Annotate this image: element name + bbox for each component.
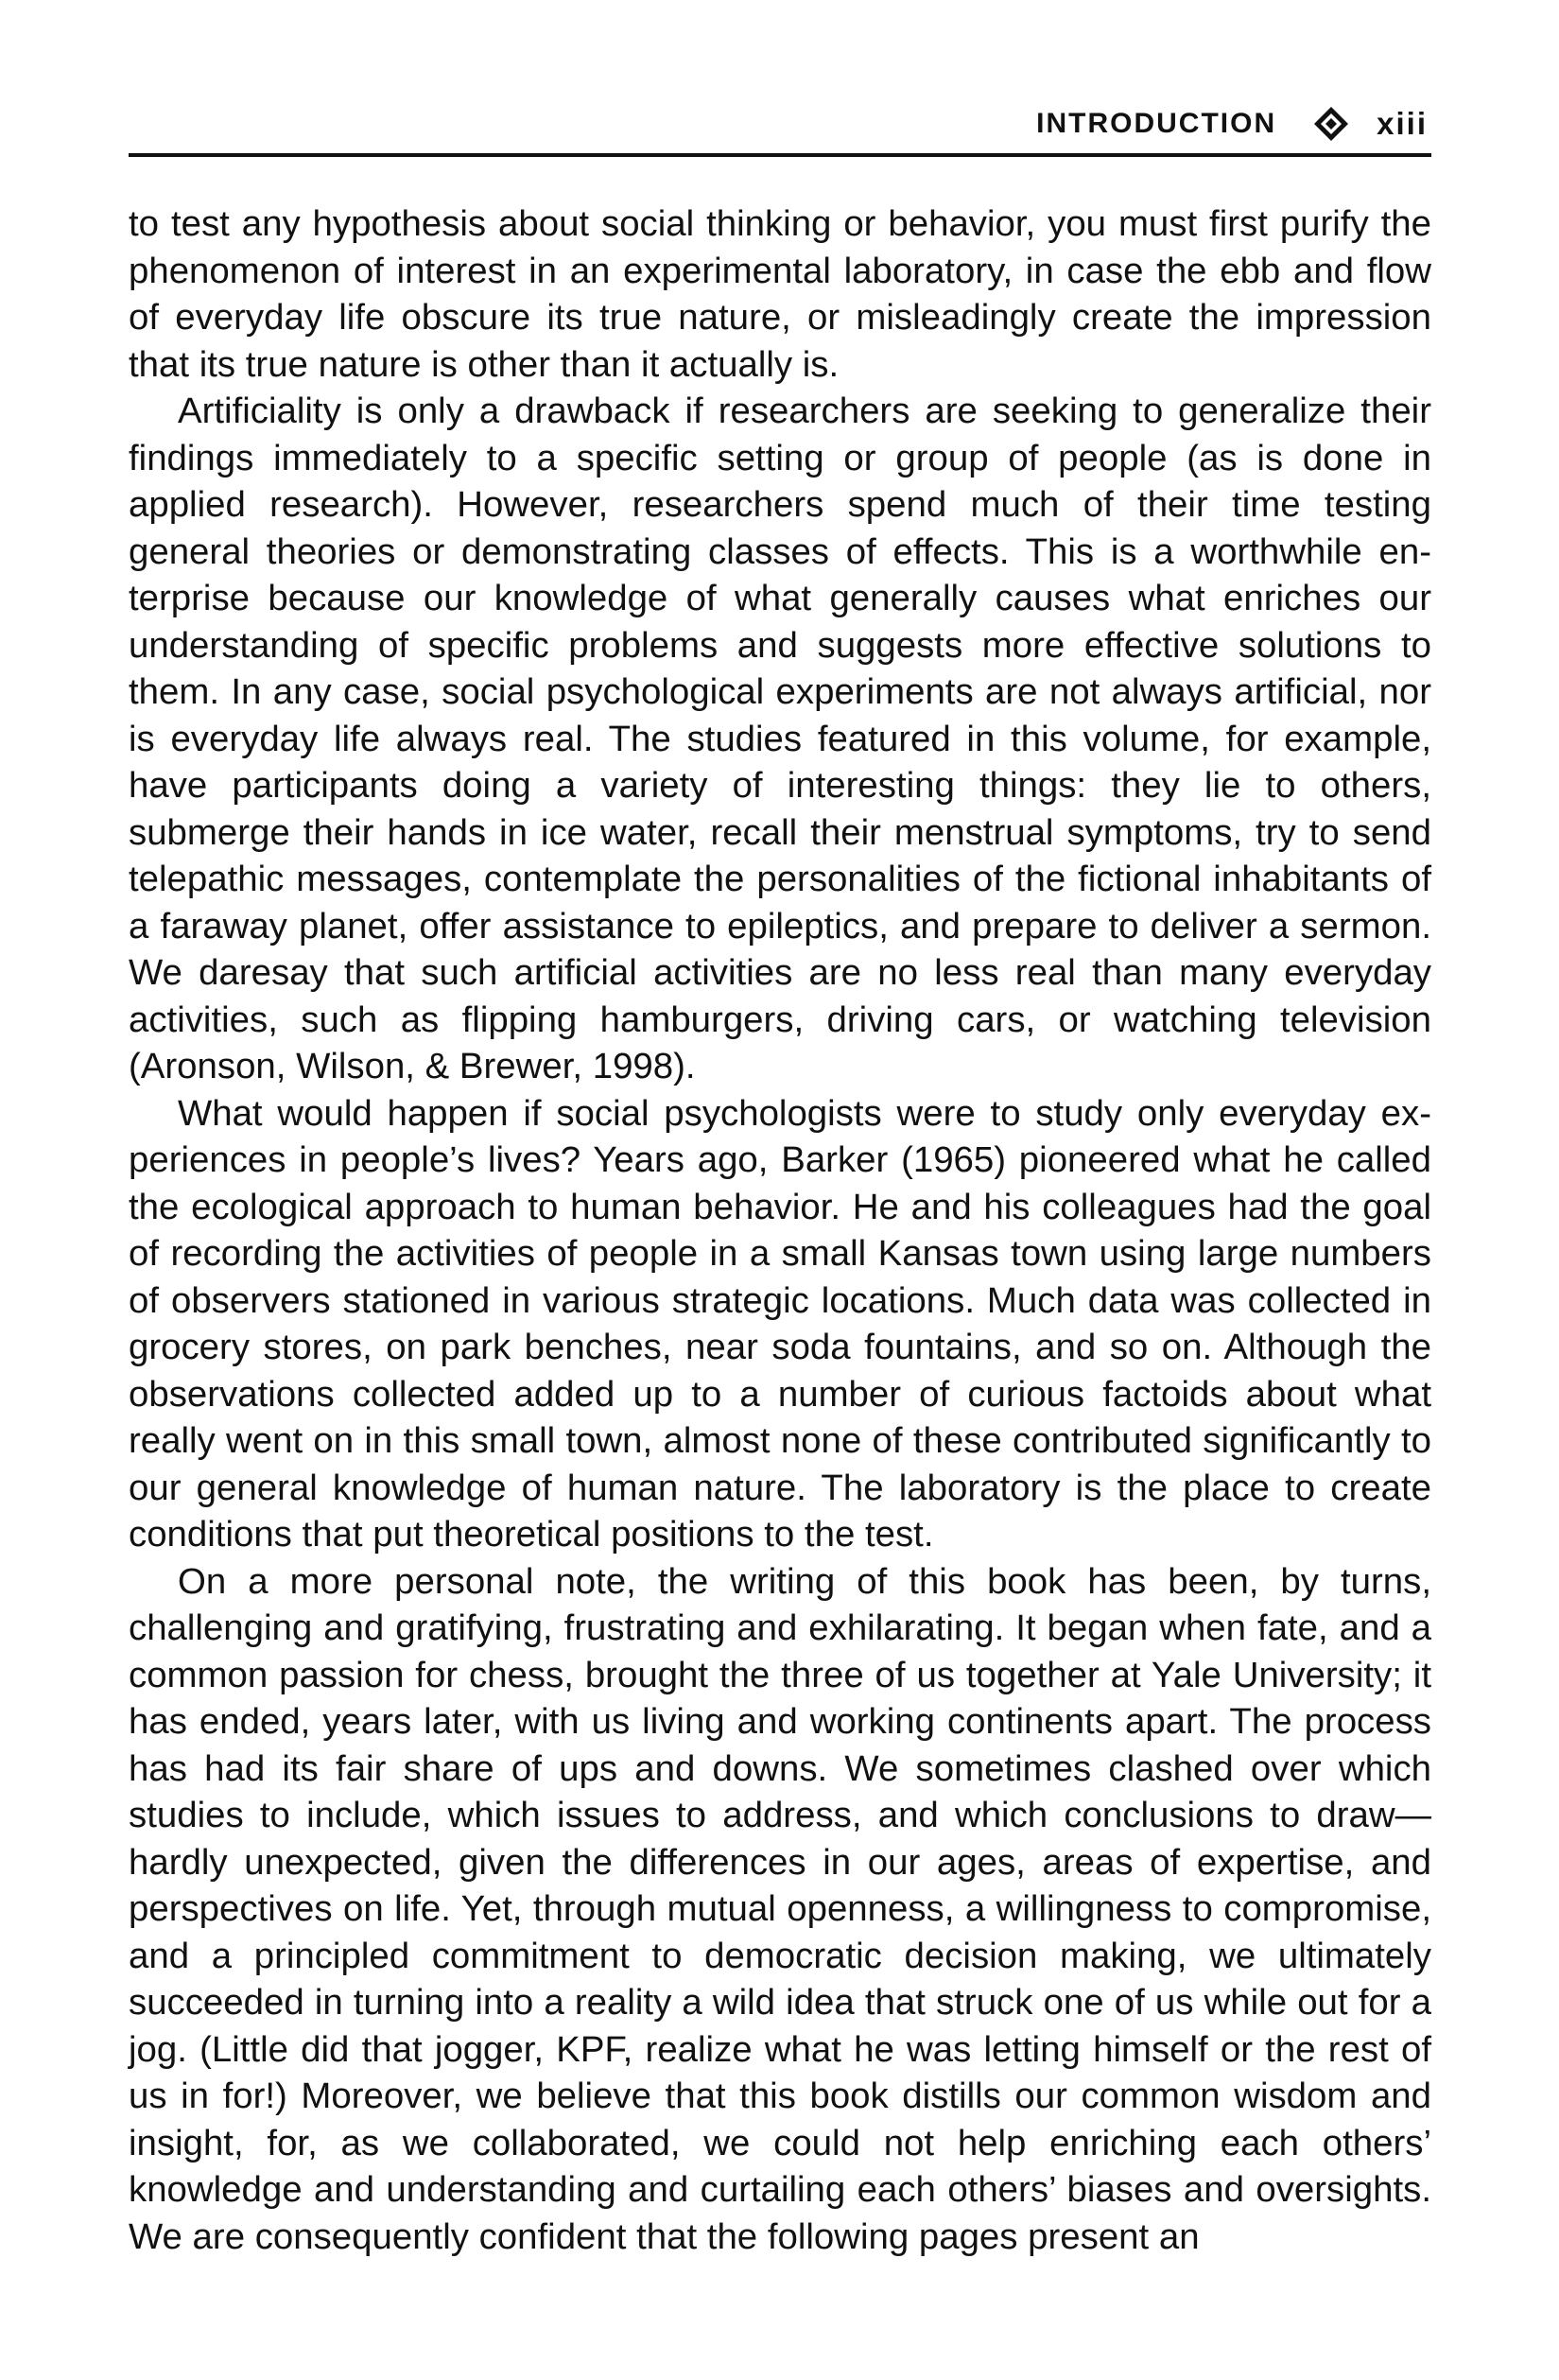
running-head (129, 95, 1431, 157)
body-text (129, 200, 1431, 2260)
page-number: xiii (1377, 106, 1428, 141)
paragraph-3: What would happen if social psychologists were to study only everyday experiences in people’s lives? Years ago, Barker (1965) pioneered what he called the ecological approach to human behavior. He and his colleagues had the goal of recording the activities of people in a small Kansas town using large numbers of observers stationed in various strategic locations. Much data was collected in grocery stores, on park benches, near soda fountains, and so on. Although the observations collected added up to a number of curious factoids about what really went on in this small town, almost none of these contributed significantly to our general knowledge of human nature. The laboratory is the place to create conditions that put theoretical positions to the test. (129, 1092, 1431, 1555)
section-title: INTRODUCTION (1036, 108, 1277, 139)
paragraph-4: On a more personal note, the writing of this book has been, by turns, challenging and gratifying, frustrating and exhilarating. It began when fate, and a common passion for chess, brought the three of us together at Yale University; it has ended, years later, with us living and working continents apart. The process has had its fair share of ups and downs. We sometimes clashed over which studies to include, which issues to address, and which conclusions to draw—hardly unexpected, given the differences in our ages, areas of expertise, and perspectives on life. Yet, through mutual openness, a willingness to compromise, and a principled commitment to democratic decision making, we ultimately succeeded in turning into a reality a wild idea that struck one of us while out for a jog. (Little did that jogger, KPF, realize what he was letting himself or the rest of us in for!) Moreover, we believe that this book distills our common wisdom and insight, for, as we collaborated, we could not help enriching each others’ knowledge and understanding and curtailing each others’ biases and oversights. We are consequently confident that the following pages present an (129, 1560, 1431, 2257)
paragraph-2: Artificiality is only a drawback if researchers are seeking to generalize their findings immediately to a specific setting or group of people (as is done in applied research). However, researchers spend much of their time testing general theories or demonstrating classes of effects. This is a worthwhile enterprise because our knowledge of what generally causes what enriches our understanding of specific problems and suggests more effective solutions to them. In any case, social psychological experiments are not always artificial, nor is everyday life always real. The studies featured in this volume, for example, have participants doing a variety of interesting things: they lie to others, submerge their hands in ice water, recall their menstrual symptoms, try to send telepathic messages, contemplate the personalities of the fictional inhabitants of a faraway planet, offer assistance to epileptics, and prepare to deliver a sermon. We daresay that such artificial activities are no less real than many everyday activities, such as flipping hamburgers, driving cars, or watching television (Aronson, Wilson, & Brewer, 1998). (129, 391, 1431, 1086)
diamond-ornament-icon (1312, 105, 1350, 143)
paragraph-1: to test any hypothesis about social thinking or behavior, you must first purify the phenomenon of interest in an experimental laboratory, in case the ebb and flow of everyday life obscure its true nature, or misleadingly create the impression that its true nature is other than it actually is. (129, 203, 1431, 385)
